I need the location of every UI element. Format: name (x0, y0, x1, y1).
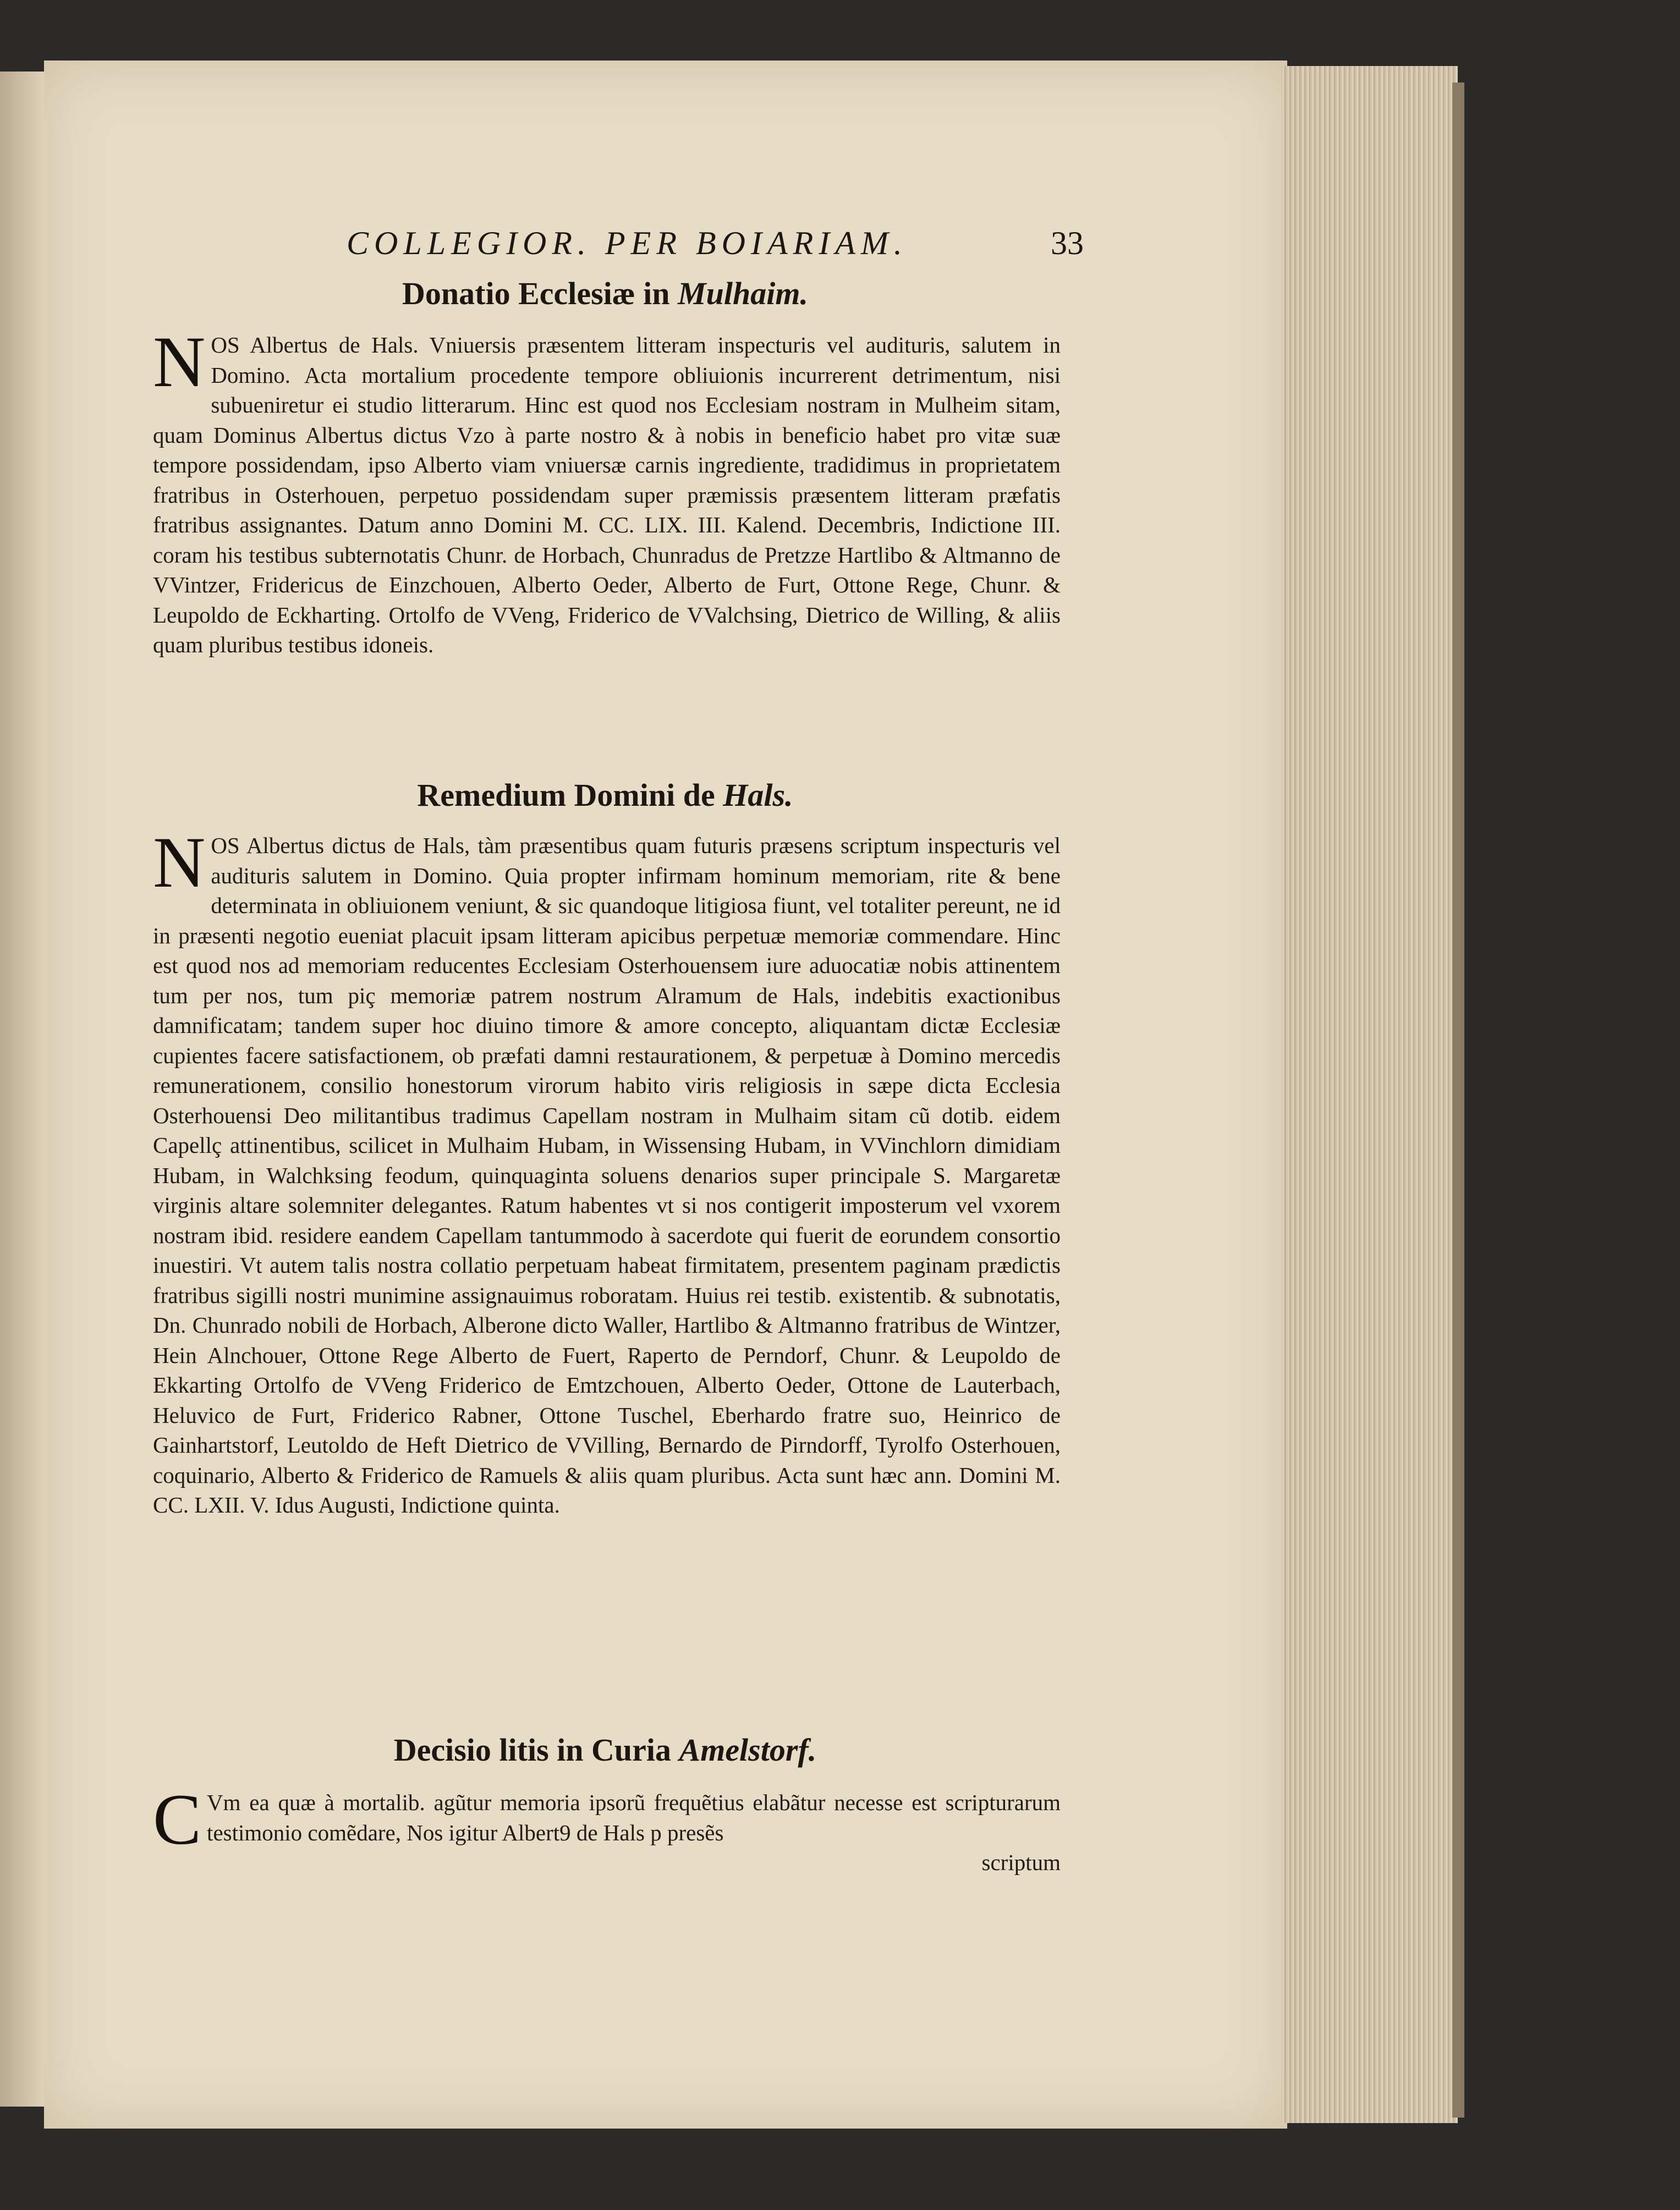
body-text: OS Albertus dictus de Hals, tàm præsentibus quam futuris præsens scriptum inspecturis vel audituris salutem in Domino. Quia propter infirmam hominum memoriam, rite & bene determinata in obliuionem veniunt, & sic quandoque litigiosa fiunt, vel totaliter pereunt, ne id in præsenti negotio eueniat placuit ipsam litteram apicibus perpetuæ memoriæ commendare. Hinc est quod nos ad memoriam reducentes Ecclesiam Osterhouensem iure aduocatiæ nobis attinentem tum per nos, tum piç memoriæ patrem nostrum Alramum de Hals, indebitis exactionibus damnificatam; tandem super hoc diuino timore & amore concepto, aliquantam dictæ Ecclesiæ cupientes facere satisfactionem, ob præfati damni restaurationem, & perpetuæ à Domino mercedis remunerationem, consilio honestorum virorum habito viris religiosis in sæpe dicta Ecclesia Osterhouensi Deo militantibus tradimus Capellam nostram in Mulhaim sitam cũ dotib. eidem Capellç attinentibus, scilicet in Mulhaim Hubam, in Wissensing Hubam, in VVinchlorn dimidiam Hubam, in Walchksing feodum, quinquaginta soluens denarios super principale S. Margaretæ virginis altare solemniter delegantes. Ratum habentes vt si nos contigerit imposterum vel vxorem nostram ibid. residere eandem Capellam tantummodo à sacerdote qui fuerit de eorundem consortio inuestiri. Vt autem talis nostra collatio perpetuam habeat firmitatem, presentem paginam prædictis fratribus sigilli nostri munimine assignauimus roboratam. Huius rei testib. existentib. & subnotatis, Dn. Chunrado nobili de Horbach, Alberone dicto Waller, Hartlibo & Altmanno fratribus de Wintzer, Hein Alnchouer, Ottone Rege Alberto de Fuert, Raperto de Perndorf, Chunr. & Leupoldo de Ekkarting Ortolfo de VVeng Friderico de Emtzchouen, Alberto Oeder, Ottone de Lauterbach, Heluvico de Furt, Friderico Rabner, Ottone Tuschel, Eberhardo fratre suo, Heinrico de Gainhartstorf, Leutoldo de Heft Dietrico de VVilling, Bernardo de Pirndorff, Tyrolfo Osterhouen, coquinario, Alberto & Friderico de Ramuels & aliis quam pluribus. Acta sunt hæc ann. Domini M. CC. LXII. V. Idus Augusti, Indictione quinta. (153, 833, 1061, 1518)
section-title-text: Remedium Domini de (417, 777, 723, 813)
running-head-title: COLLEGIOR. PER BOIARIAM. (347, 225, 908, 261)
section-title-donatio (149, 275, 1062, 312)
body-text: OS Albertus de Hals. Vniuersis præsentem litteram inspecturis vel audituris, salutem in Domino. Acta mortalium procedente tempore obliuionis incurrerent detrimentum, nisi subueniretur ei studio litterarum. Hinc est quod nos Ecclesiam nostram in Mulheim sitam, quam Dominus Albertus dictus Vzo à parte nostro & à nobis in beneficio habet pro vitæ suæ tempore possidendam, ipso Alberto viam vniuersæ carnis ingrediente, tradidimus in proprietatem fratribus in Osterhouen, perpetuo possidendam super præmissis præsentem litteram præfatis fratribus assignantes. Datum anno Domini M. CC. LIX. III. Kalend. Decembris, Indictione III. coram his testibus subternotatis Chunr. de Horbach, Chunradus de Pretzze Hartlibo & Altmanno de VVintzer, Fridericus de Einzchouen, Alberto Oeder, Alberto de Furt, Ottone Rege, Chunr. & Leupoldo de Eckharting. Ortolfo de VVeng, Friderico de VValchsing, Dietrico de Willing, & aliis quam pluribus testibus idoneis. (153, 332, 1061, 657)
section-body-donatio (153, 321, 1061, 660)
body-text: Vm ea quæ à mortalib. agũtur memoria ipsorũ frequẽtius elabãtur necesse est scripturarum testimonio comẽdare, Nos igitur Albert9 de Hals p presẽs (207, 1790, 1061, 1845)
page-number: 33 (1051, 225, 1084, 261)
section-title-decisio (149, 1731, 1062, 1768)
book-cover-edge (1452, 83, 1464, 2118)
section-title-text: Donatio Ecclesiæ in (402, 276, 678, 311)
page-fore-edge (1282, 66, 1458, 2123)
section-body-decisio (153, 1779, 1061, 1860)
drop-initial: C (153, 1779, 202, 1860)
section-title-place: Hals. (723, 777, 793, 813)
running-head (149, 224, 1084, 279)
section-title-text: Decisio litis in Curia (393, 1732, 679, 1768)
section-body-remedium (153, 822, 1061, 1520)
facing-page-edge (0, 72, 44, 2107)
section-title-place: Mulhaim. (678, 276, 808, 311)
catchword: scriptum (981, 1850, 1061, 1875)
drop-initial: N (153, 321, 206, 402)
drop-initial: N (153, 822, 206, 903)
section-title-place: Amelstorf. (679, 1732, 817, 1768)
section-title-remedium (149, 777, 1062, 813)
